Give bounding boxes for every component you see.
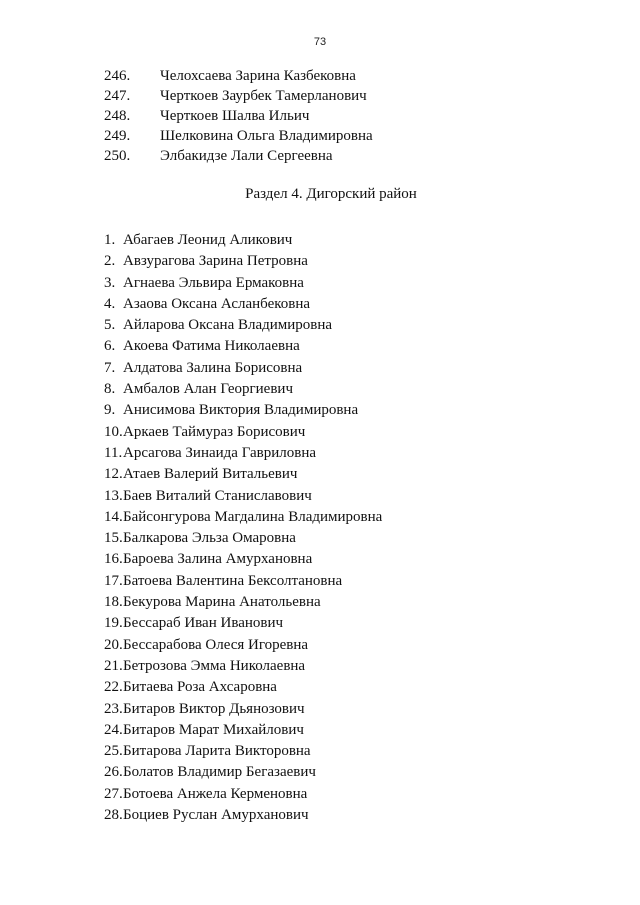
list-item <box>0 656 640 677</box>
item-number: 3. <box>104 274 116 291</box>
list-item <box>0 699 640 720</box>
item-number: 21. <box>104 657 123 674</box>
list-item <box>0 294 640 315</box>
person-name: Бессарабова Олеся Игоревна <box>123 636 309 653</box>
person-name: Батоева Валентина Бексолтановна <box>123 572 343 589</box>
item-number: 23. <box>104 700 123 717</box>
list-item <box>0 379 640 400</box>
item-number: 28. <box>104 807 123 824</box>
list-item <box>0 358 640 379</box>
list-item <box>0 315 640 336</box>
item-number: 27. <box>104 785 123 802</box>
list-item <box>0 86 640 106</box>
person-name: Челохсаева Зарина Казбековна <box>160 68 356 84</box>
list-item <box>0 146 640 166</box>
person-name: Болатов Владимир Бегазаевич <box>123 764 316 781</box>
item-number: 11. <box>104 444 123 461</box>
person-name: Битаева Роза Ахсаровна <box>123 679 277 696</box>
item-number: 18. <box>104 594 123 611</box>
person-name: Битаров Виктор Дьянозович <box>123 700 305 717</box>
person-name: Битаров Марат Михайлович <box>123 721 304 738</box>
person-name: Черткоев Заурбек Тамерланович <box>160 88 367 104</box>
numbered-list-continuation <box>0 66 640 166</box>
person-name: Бароева Залина Амурхановна <box>123 551 313 568</box>
list-item <box>0 805 640 826</box>
item-number: 5. <box>104 317 116 334</box>
person-name: Байсонгурова Магдалина Владимировна <box>123 508 383 525</box>
item-number: 16. <box>104 551 123 568</box>
list-item <box>0 528 640 549</box>
item-number: 246. <box>104 68 131 84</box>
person-name: Абагаев Леонид Аликович <box>123 232 293 248</box>
item-number: 15. <box>104 530 123 547</box>
item-number: 19. <box>104 615 123 632</box>
person-name: Айларова Оксана Владимировна <box>123 317 333 334</box>
item-number: 13. <box>104 487 123 504</box>
item-number: 250. <box>104 148 131 164</box>
list-item <box>0 336 640 357</box>
item-number: 6. <box>104 338 116 355</box>
item-number: 25. <box>104 743 123 760</box>
person-name: Черткоев Шалва Ильич <box>160 108 310 124</box>
list-item <box>0 635 640 656</box>
person-name: Бетрозова Эмма Николаевна <box>123 657 306 674</box>
list-item <box>0 273 640 294</box>
list-item <box>0 486 640 507</box>
person-name: Аркаев Таймураз Борисович <box>123 423 306 440</box>
person-name: Элбакидзе Лали Сергеевна <box>160 148 333 164</box>
list-item <box>0 549 640 570</box>
item-number: 248. <box>104 108 131 124</box>
item-number: 4. <box>104 295 116 312</box>
list-item <box>0 613 640 634</box>
list-item <box>0 251 640 272</box>
person-name: Битарова Ларита Викторовна <box>123 743 311 760</box>
page-number: 73 <box>313 36 327 48</box>
list-item <box>0 762 640 783</box>
item-number: 2. <box>104 253 116 270</box>
item-number: 14. <box>104 508 123 525</box>
item-number: 17. <box>104 572 123 589</box>
list-item <box>0 507 640 528</box>
person-name: Баев Виталий Станиславович <box>123 487 312 504</box>
item-number: 12. <box>104 466 123 483</box>
person-name: Алдатова Залина Борисовна <box>123 359 303 376</box>
person-name: Балкарова Эльза Омаровна <box>123 530 296 547</box>
item-number: 247. <box>104 88 131 104</box>
item-number: 249. <box>104 128 131 144</box>
person-name: Акоева Фатима Николаевна <box>123 338 300 355</box>
person-name: Анисимова Виктория Владимировна <box>123 402 359 419</box>
section-title: Раздел 4. Дигорский район <box>245 186 417 202</box>
item-number: 24. <box>104 721 123 738</box>
item-number: 10. <box>104 423 123 440</box>
list-item <box>0 464 640 485</box>
numbered-list-digorsky <box>0 230 640 826</box>
list-item <box>0 784 640 805</box>
person-name: Шелковина Ольга Владимировна <box>160 128 373 144</box>
person-name: Амбалов Алан Георгиевич <box>123 381 293 398</box>
list-item <box>0 126 640 146</box>
list-item <box>0 443 640 464</box>
list-item <box>0 422 640 443</box>
item-number: 7. <box>104 359 116 376</box>
person-name: Атаев Валерий Витальевич <box>123 466 298 483</box>
list-item <box>0 571 640 592</box>
person-name: Бессараб Иван Иванович <box>123 615 284 632</box>
list-item <box>0 741 640 762</box>
list-item <box>0 677 640 698</box>
person-name: Боциев Руслан Амурханович <box>123 807 309 824</box>
person-name: Бекурова Марина Анатольевна <box>123 594 321 611</box>
list-item <box>0 720 640 741</box>
list-item <box>0 106 640 126</box>
list-item <box>0 230 640 251</box>
item-number: 22. <box>104 679 123 696</box>
item-number: 9. <box>104 402 116 419</box>
person-name: Азаова Оксана Асланбековна <box>123 295 311 312</box>
list-item <box>0 400 640 421</box>
list-item <box>0 592 640 613</box>
item-number: 8. <box>104 381 116 398</box>
item-number: 26. <box>104 764 123 781</box>
person-name: Агнаева Эльвира Ермаковна <box>123 274 304 291</box>
person-name: Ботоева Анжела Керменовна <box>123 785 308 802</box>
list-item <box>0 66 640 86</box>
person-name: Арсагова Зинаида Гавриловна <box>123 444 317 461</box>
person-name: Авзурагова Зарина Петровна <box>123 253 308 270</box>
item-number: 20. <box>104 636 123 653</box>
item-number: 1. <box>104 232 116 248</box>
